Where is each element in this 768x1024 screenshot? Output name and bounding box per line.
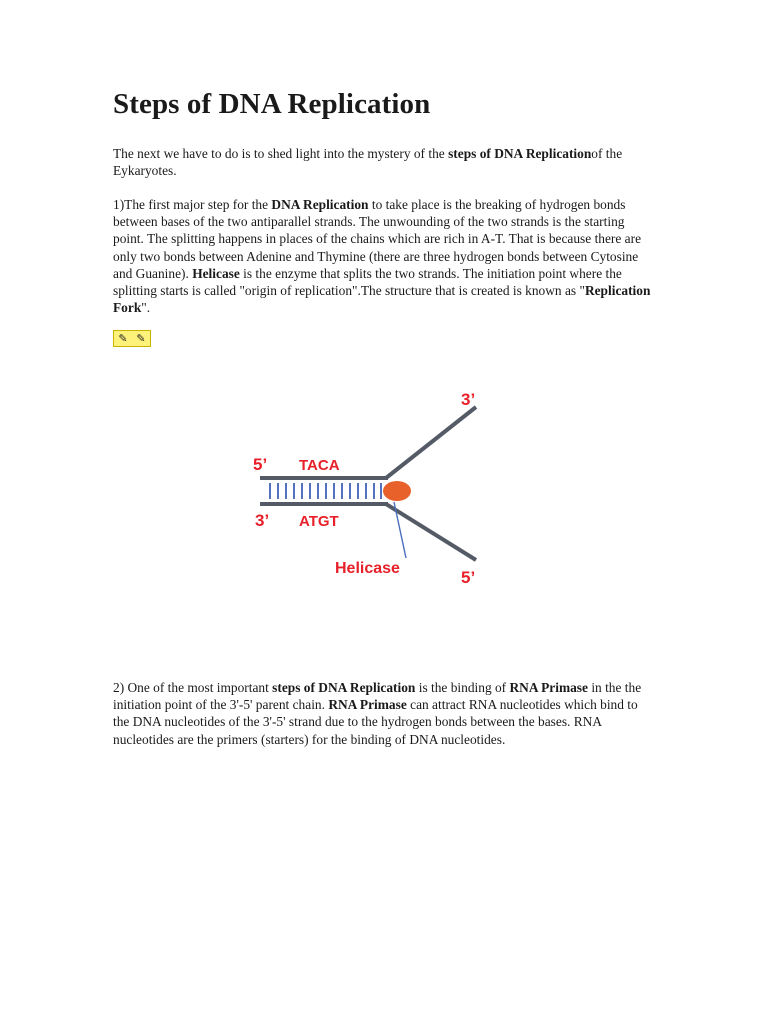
step2-bold-3: RNA Primase bbox=[328, 697, 407, 713]
intro-text-2: of the Eykaryotes. bbox=[113, 146, 623, 179]
bottom-fork-strand bbox=[386, 504, 476, 560]
label-helicase: Helicase bbox=[335, 560, 400, 577]
step1-text-3: is the enzyme that splits the two strands. The initiation point where the splitting starts is called "origin of replication".The structure that is created is known as " bbox=[113, 265, 622, 299]
label-3-prime-top-right: 3’ bbox=[461, 390, 476, 409]
step2-paragraph bbox=[113, 679, 653, 748]
step2-text-2: is the binding of bbox=[415, 680, 510, 695]
label-5-prime-bottom-right: 5’ bbox=[461, 568, 476, 587]
top-fork-strand bbox=[386, 407, 476, 478]
step2-text-4: can attract RNA nucleotides which bind to the DNA nucleotides of the 3'-5' strand due to the hydrogen bonds between the bases. RNA nucleotides are the primers (starters) for the binding of DNA nucleotides. bbox=[113, 697, 638, 747]
label-5-prime-top-left: 5’ bbox=[253, 455, 268, 474]
step1-text-2: to take place is the breaking of hydrogen bonds between bases of the two antiparallel strands. The unwounding of the two strands is the starting point. The splitting happens in places of the chains which are rich in A-T. That is because there are only two bonds between Adenine and Thymine (there are three hydrogen bonds between Cytosine and Guanine). bbox=[113, 197, 642, 281]
step1-bold-2: Helicase bbox=[192, 265, 240, 281]
pencil-icon[interactable]: ✎ bbox=[118, 331, 128, 345]
page-title: Steps of DNA Replication bbox=[113, 88, 431, 120]
step1-bold-1: DNA Replication bbox=[271, 197, 369, 212]
image-placeholder-icons[interactable] bbox=[113, 330, 151, 347]
hydrogen-bonds bbox=[270, 483, 381, 499]
step2-bold-2: RNA Primase bbox=[509, 680, 588, 695]
step1-text-1: 1)The first major step for the bbox=[113, 197, 272, 212]
helicase-enzyme bbox=[383, 481, 411, 501]
pencil-icon[interactable]: ✎ bbox=[136, 331, 146, 345]
label-bottom-sequence: ATGT bbox=[299, 513, 339, 530]
label-3-prime-bottom-left: 3’ bbox=[255, 511, 270, 530]
label-top-sequence: TACA bbox=[299, 457, 340, 474]
intro-bold-1: steps of DNA Replication bbox=[448, 146, 592, 161]
intro-text-1: The next we have to do is to shed light into the mystery of the bbox=[113, 146, 449, 161]
step1-text-4: ". bbox=[141, 300, 151, 316]
step1-bold-3: Replication Fork bbox=[113, 283, 651, 316]
step2-text-1: 2) One of the most important bbox=[113, 680, 273, 695]
step2-text-3: in the the initiation point of the 3'-5' parent chain. bbox=[113, 680, 642, 713]
step1-paragraph bbox=[113, 196, 653, 316]
intro-paragraph bbox=[113, 145, 653, 179]
replication-fork-diagram bbox=[240, 380, 500, 595]
step2-bold-1: steps of DNA Replication bbox=[272, 680, 416, 695]
